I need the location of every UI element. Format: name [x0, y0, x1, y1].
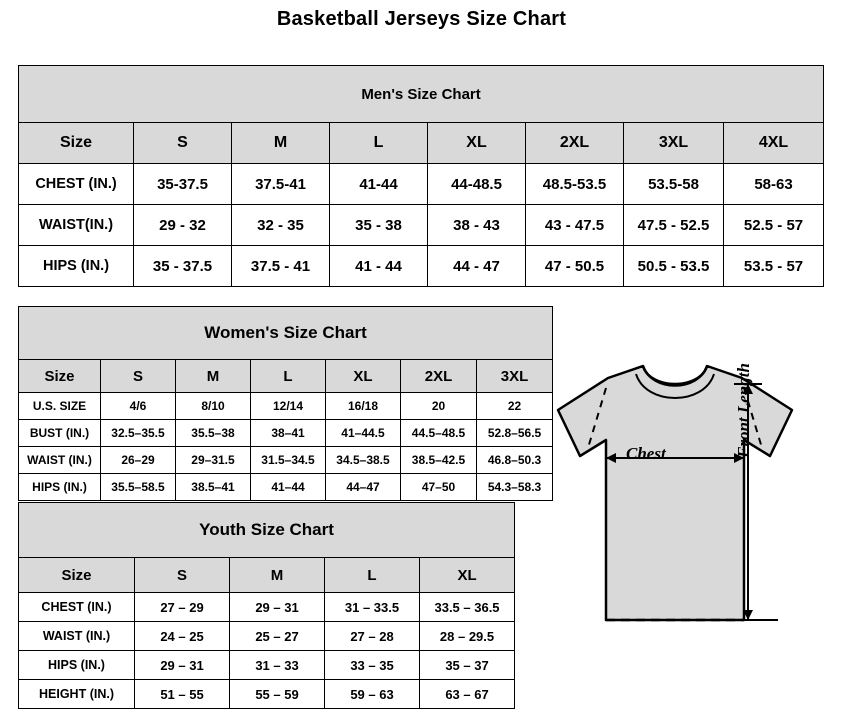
womens-bust-l: 38–41	[251, 420, 326, 447]
table-row	[19, 474, 553, 501]
youth-chest-m: 29 – 31	[230, 593, 325, 622]
womens-waist-m: 29–31.5	[176, 447, 251, 474]
mens-col-header-4xl: 4XL	[724, 123, 824, 164]
mens-waist-l: 35 - 38	[330, 205, 428, 246]
table-row	[19, 205, 824, 246]
womens-col-header-xl: XL	[326, 360, 401, 393]
mens-size-chart-table	[18, 65, 824, 287]
youth-chest-s: 27 – 29	[135, 593, 230, 622]
womens-hips-3xl: 54.3–58.3	[477, 474, 553, 501]
mens-hips-xl: 44 - 47	[428, 246, 526, 287]
mens-waist-m: 32 - 35	[232, 205, 330, 246]
mens-col-header-2xl: 2XL	[526, 123, 624, 164]
womens-ussize-m: 8/10	[176, 393, 251, 420]
youth-waist-s: 24 – 25	[135, 622, 230, 651]
youth-waist-m: 25 – 27	[230, 622, 325, 651]
womens-col-header-m: M	[176, 360, 251, 393]
youth-size-chart-table	[18, 502, 515, 709]
womens-waist-3xl: 46.8–50.3	[477, 447, 553, 474]
table-row	[19, 393, 553, 420]
mens-hips-s: 35 - 37.5	[134, 246, 232, 287]
youth-height-l: 59 – 63	[325, 680, 420, 709]
youth-row-label-waist: WAIST (IN.)	[19, 622, 135, 651]
mens-waist-3xl: 47.5 - 52.5	[624, 205, 724, 246]
mens-col-header-s: S	[134, 123, 232, 164]
youth-col-header-xl: XL	[420, 558, 515, 593]
womens-waist-s: 26–29	[101, 447, 176, 474]
mens-chest-m: 37.5-41	[232, 164, 330, 205]
tshirt-icon	[548, 348, 838, 678]
youth-hips-m: 31 – 33	[230, 651, 325, 680]
table-row	[19, 651, 515, 680]
womens-bust-3xl: 52.8–56.5	[477, 420, 553, 447]
womens-ussize-xl: 16/18	[326, 393, 401, 420]
youth-height-s: 51 – 55	[135, 680, 230, 709]
mens-chest-3xl: 53.5-58	[624, 164, 724, 205]
youth-row-label-height: HEIGHT (IN.)	[19, 680, 135, 709]
mens-row-label-waist: WAIST(IN.)	[19, 205, 134, 246]
womens-hips-xl: 44–47	[326, 474, 401, 501]
womens-ussize-2xl: 20	[401, 393, 477, 420]
table-row	[19, 164, 824, 205]
womens-size-chart-table	[18, 306, 553, 501]
mens-waist-2xl: 43 - 47.5	[526, 205, 624, 246]
womens-col-header-size: Size	[19, 360, 101, 393]
youth-height-xl: 63 – 67	[420, 680, 515, 709]
mens-row-label-chest: CHEST (IN.)	[19, 164, 134, 205]
womens-chart-caption-row	[19, 307, 553, 360]
womens-row-label-waist: WAIST (IN.)	[19, 447, 101, 474]
youth-waist-l: 27 – 28	[325, 622, 420, 651]
mens-col-header-size: Size	[19, 123, 134, 164]
youth-col-header-size: Size	[19, 558, 135, 593]
mens-hips-m: 37.5 - 41	[232, 246, 330, 287]
shirt-body	[558, 366, 792, 620]
mens-chest-xl: 44-48.5	[428, 164, 526, 205]
mens-chart-caption-row	[19, 66, 824, 123]
womens-chart-caption: Women's Size Chart	[19, 307, 553, 360]
front-length-label: Front Length	[734, 363, 753, 458]
womens-bust-s: 32.5–35.5	[101, 420, 176, 447]
table-row	[19, 246, 824, 287]
mens-chest-4xl: 58-63	[724, 164, 824, 205]
youth-waist-xl: 28 – 29.5	[420, 622, 515, 651]
mens-chart-caption: Men's Size Chart	[19, 66, 824, 123]
womens-bust-m: 35.5–38	[176, 420, 251, 447]
mens-waist-s: 29 - 32	[134, 205, 232, 246]
womens-waist-2xl: 38.5–42.5	[401, 447, 477, 474]
mens-hips-2xl: 47 - 50.5	[526, 246, 624, 287]
womens-hips-l: 41–44	[251, 474, 326, 501]
womens-hips-s: 35.5–58.5	[101, 474, 176, 501]
womens-col-header-2xl: 2XL	[401, 360, 477, 393]
youth-hips-xl: 35 – 37	[420, 651, 515, 680]
mens-col-header-l: L	[330, 123, 428, 164]
youth-chest-l: 31 – 33.5	[325, 593, 420, 622]
youth-row-label-chest: CHEST (IN.)	[19, 593, 135, 622]
womens-waist-l: 31.5–34.5	[251, 447, 326, 474]
womens-hips-2xl: 47–50	[401, 474, 477, 501]
womens-row-label-bust: BUST (IN.)	[19, 420, 101, 447]
chest-label: Chest	[626, 444, 666, 463]
page-title: Basketball Jerseys Size Chart	[276, 8, 567, 30]
womens-col-header-s: S	[101, 360, 176, 393]
mens-chest-l: 41-44	[330, 164, 428, 205]
youth-chart-caption-row	[19, 503, 515, 558]
womens-waist-xl: 34.5–38.5	[326, 447, 401, 474]
mens-chest-s: 35-37.5	[134, 164, 232, 205]
mens-header-row	[19, 123, 824, 164]
womens-ussize-l: 12/14	[251, 393, 326, 420]
mens-hips-3xl: 50.5 - 53.5	[624, 246, 724, 287]
womens-row-label-hips: HIPS (IN.)	[19, 474, 101, 501]
table-row	[19, 447, 553, 474]
mens-col-header-m: M	[232, 123, 330, 164]
table-row	[19, 420, 553, 447]
mens-hips-4xl: 53.5 - 57	[724, 246, 824, 287]
youth-header-row	[19, 558, 515, 593]
womens-bust-2xl: 44.5–48.5	[401, 420, 477, 447]
womens-ussize-3xl: 22	[477, 393, 553, 420]
youth-col-header-m: M	[230, 558, 325, 593]
table-row	[19, 593, 515, 622]
mens-hips-l: 41 - 44	[330, 246, 428, 287]
womens-header-row	[19, 360, 553, 393]
youth-height-m: 55 – 59	[230, 680, 325, 709]
youth-col-header-s: S	[135, 558, 230, 593]
womens-hips-m: 38.5–41	[176, 474, 251, 501]
table-row	[19, 622, 515, 651]
youth-chest-xl: 33.5 – 36.5	[420, 593, 515, 622]
youth-row-label-hips: HIPS (IN.)	[19, 651, 135, 680]
mens-col-header-xl: XL	[428, 123, 526, 164]
mens-col-header-3xl: 3XL	[624, 123, 724, 164]
womens-col-header-3xl: 3XL	[477, 360, 553, 393]
mens-waist-xl: 38 - 43	[428, 205, 526, 246]
mens-waist-4xl: 52.5 - 57	[724, 205, 824, 246]
mens-chest-2xl: 48.5-53.5	[526, 164, 624, 205]
youth-chart-caption: Youth Size Chart	[19, 503, 515, 558]
shirt-measurement-diagram	[548, 348, 838, 678]
mens-row-label-hips: HIPS (IN.)	[19, 246, 134, 287]
womens-row-label-us-size: U.S. SIZE	[19, 393, 101, 420]
table-row	[19, 680, 515, 709]
youth-hips-l: 33 – 35	[325, 651, 420, 680]
womens-bust-xl: 41–44.5	[326, 420, 401, 447]
youth-hips-s: 29 – 31	[135, 651, 230, 680]
womens-ussize-s: 4/6	[101, 393, 176, 420]
womens-col-header-l: L	[251, 360, 326, 393]
youth-col-header-l: L	[325, 558, 420, 593]
